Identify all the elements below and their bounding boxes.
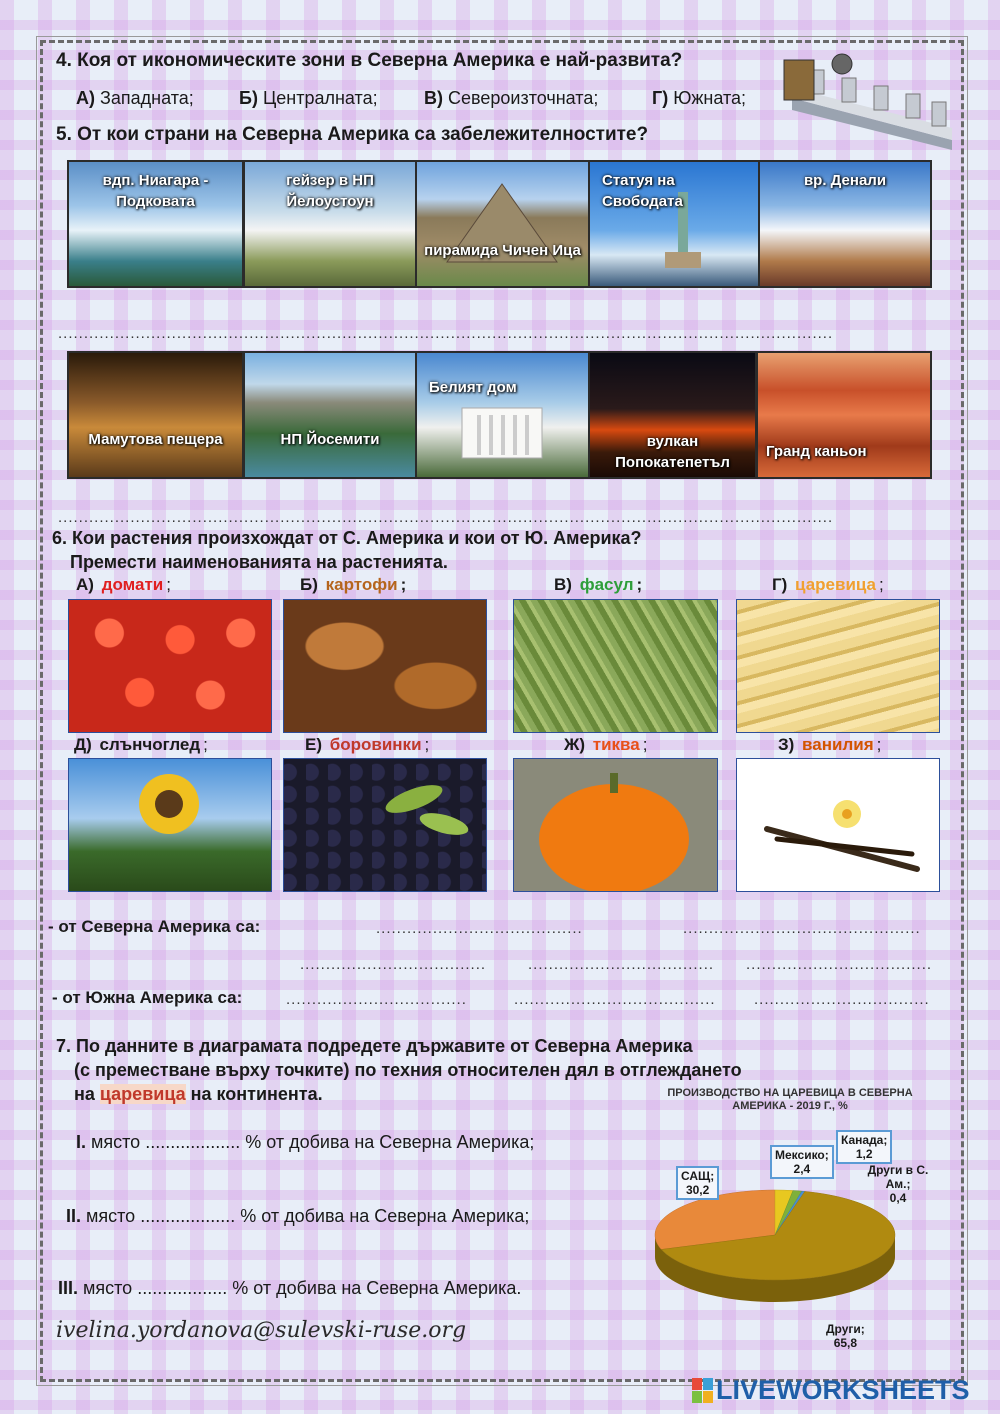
photo-mammoth-cave: Мамутова пещера (67, 351, 244, 479)
q4-option-a[interactable]: А) Западната; (76, 88, 194, 108)
liveworksheets-icon (692, 1378, 714, 1404)
photo-white-house: Белият дом (415, 351, 590, 479)
plant-label-a[interactable]: А) домати ; (76, 575, 171, 594)
legend-usa: САЩ; 30,2 (676, 1166, 719, 1200)
photo-statue-of-liberty: Статуя на Свободата (588, 160, 760, 288)
place-1[interactable]: I. място ................... % от добива на Северна Америка; (76, 1132, 535, 1152)
north-slot-2[interactable]: .............................................. (683, 920, 921, 937)
south-america-label: - от Южна Америка са: (52, 988, 243, 1007)
plant-label-b[interactable]: Б) картофи ; (300, 575, 407, 594)
question-7-line2: (с преместване върху точките) по техния относителен дял в отглеждането (74, 1060, 742, 1080)
photo-niagara: вдп. Ниагара - Подковата (67, 160, 244, 288)
question-6: 6. Кои растения произхождат от С. Америка и кои от Ю. Америка? (52, 528, 642, 548)
liveworksheets-logo: LIVEWORKSHEETS (692, 1375, 970, 1406)
q4-option-d[interactable]: Г) Южната; (652, 88, 747, 108)
legend-canada: Канада; 1,2 (836, 1130, 892, 1164)
q5-answer-line-1[interactable]: ...................................................................................................................................................... (58, 325, 834, 342)
photo-pumpkin (513, 758, 718, 892)
legend-other: Други; 65,8 (826, 1322, 865, 1350)
q4-options (76, 88, 776, 109)
q4-option-b[interactable]: Б) Централната; (239, 88, 378, 108)
north-slot-3[interactable]: .................................... (300, 956, 487, 973)
legend-mexico: Мексико; 2,4 (770, 1145, 834, 1179)
chart-title: ПРОИЗВОДСТВО НА ЦАРЕВИЦА В СЕВЕРНА АМЕРИКА - 2019 Г., % (667, 1087, 913, 1112)
photo-chichen-itza: пирамида Чичен Ица (415, 160, 590, 288)
place-2[interactable]: II. място ................... % от добива на Северна Америка; (66, 1206, 530, 1226)
question-6-instruction: Премести наименованията на растенията. (70, 552, 448, 572)
north-slot-5[interactable]: .................................... (746, 956, 933, 973)
author-email: ivelina.yordanova@sulevski-ruse.org (56, 1318, 467, 1343)
question-5: 5. От кои страни на Северна Америка са забележителностите? (56, 124, 649, 145)
conveyor-illustration (782, 40, 960, 150)
photo-vanilla (736, 758, 940, 892)
north-slot-1[interactable]: ........................................ (376, 920, 583, 937)
photo-yosemite: НП Йосемити (243, 351, 417, 479)
question-7-line3: на царевица на континента. (74, 1084, 323, 1104)
plant-label-d[interactable]: Г) царевица ; (772, 575, 884, 594)
photo-corn (736, 599, 940, 733)
legend-other-na: Други в С. Ам.; 0,4 (867, 1163, 929, 1205)
photo-beans (513, 599, 718, 733)
plant-label-f[interactable]: Е) боровинки ; (305, 735, 430, 754)
photo-grand-canyon: Гранд каньон (756, 351, 932, 479)
south-slot-1[interactable]: ................................... (286, 991, 467, 1008)
photo-sunflowers (68, 758, 272, 892)
photo-yellowstone-geyser: гейзер в НП Йелоустоун (243, 160, 417, 288)
place-3[interactable]: III. място .................. % от добива на Северна Америка. (58, 1278, 522, 1298)
q4-option-c[interactable]: В) Североизточната; (424, 88, 599, 108)
plant-label-g[interactable]: Ж) тиква ; (564, 735, 648, 754)
photo-popocatepetl: вулкан Попокатепетъл (588, 351, 757, 479)
photo-tomatoes (68, 599, 272, 733)
plant-label-c[interactable]: В) фасул ; (554, 575, 643, 594)
question-7: 7. По данните в диаграмата подредете държавите от Северна Америка (56, 1036, 693, 1056)
north-slot-4[interactable]: .................................... (528, 956, 715, 973)
plant-label-e[interactable]: Д) слънчоглед ; (74, 735, 208, 754)
south-slot-3[interactable]: .................................. (754, 991, 930, 1008)
photo-denali: вр. Денали (758, 160, 932, 288)
plant-label-h[interactable]: З) ванилия ; (778, 735, 882, 754)
south-slot-2[interactable]: ....................................... (514, 991, 716, 1008)
photo-blueberries (283, 758, 487, 892)
question-4: 4. Коя от икономическите зони в Северна Америка е най-развита? (56, 50, 683, 71)
q5-answer-line-2[interactable]: ...................................................................................................................................................... (58, 509, 834, 526)
photo-potatoes (283, 599, 487, 733)
north-america-label: - от Северна Америка са: (48, 917, 261, 936)
